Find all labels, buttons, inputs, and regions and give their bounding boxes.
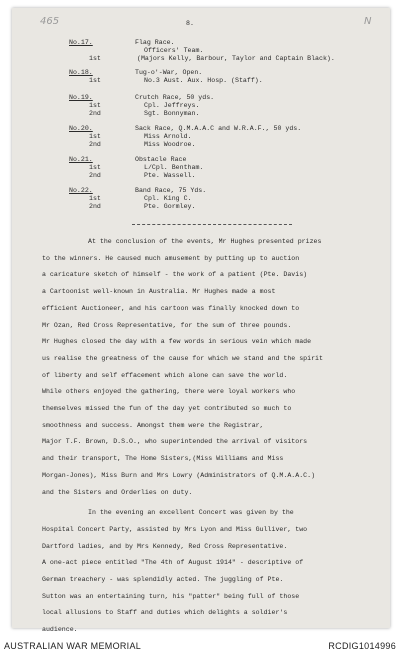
place-label: 1st [89, 164, 101, 171]
body-line: Morgan-Jones), Miss Burn and Mrs Lowry (Administrators of Q.M.A.A.C.) [42, 471, 316, 479]
body-line: In the evening an excellent Concert was given by the [88, 509, 294, 517]
body-line: Mr Hughes closed the day with a few words in serious vein which made [42, 338, 312, 346]
footer-source: AUSTRALIAN WAR MEMORIAL [4, 641, 142, 651]
place-label: 1st [89, 77, 101, 84]
separator-line [132, 224, 292, 225]
body-line: us realise the greatness of the cause for which we stand and the spirit [42, 354, 323, 362]
body-line: smoothness and success. Amongst them were the Registrar, [42, 421, 264, 429]
footer-reference-id: RCDIG1014996 [328, 641, 396, 651]
body-line: Dartford ladies, and by Mrs Kennedy, Red Cross Representative. [42, 542, 288, 550]
body-line: audience. [42, 626, 78, 634]
place-label: 1st [89, 55, 101, 62]
winner-name: Pte. Wassell. [144, 172, 196, 179]
body-line: Major T.F. Brown, D.S.O., who superintended the arrival of visitors [42, 438, 308, 446]
body-line: A one-act piece entitled "The 4th of August 1914" - descriptive of [42, 559, 304, 567]
pencil-mark: N [364, 16, 372, 27]
body-line: At the conclusion of the events, Mr Hughes presented prizes [88, 238, 322, 245]
body-line: Hospital Concert Party, assisted by Mrs Lyon and Miss Gulliver, two [42, 525, 308, 533]
event-number: No.21. [69, 156, 93, 163]
page-number: 8. [186, 20, 194, 27]
body-line: local allusions to Staff and duties which delights a soldier's [42, 609, 288, 617]
place-label: 2nd [89, 172, 101, 179]
body-line: and their transport, The Home Sisters,(Miss Williams and Miss [42, 455, 284, 463]
body-line: and the Sisters and Orderlies on duty. [42, 488, 193, 496]
event-number: No.17. [69, 39, 93, 46]
body-line: to the winners. He caused much amusement by putting up to auction [42, 254, 300, 262]
winner-name: Cpl. Jeffreys. [144, 102, 200, 109]
document-page [12, 8, 390, 634]
event-title: Band Race, 75 Yds. [135, 187, 207, 194]
event-number: No.22. [69, 187, 93, 194]
event-number: No.18. [69, 69, 93, 76]
winner-name: Cpl. King C. [144, 195, 192, 202]
place-label: 1st [89, 102, 101, 109]
event-title: Tug-o'-War, Open. [135, 69, 203, 76]
body-line: German treachery - was splendidly acted. The juggling of Pte. [42, 576, 284, 583]
winner-name: Sgt. Bonnyman. [144, 110, 200, 117]
body-line: a Cartoonist well-known in Australia. Mr Hughes made a most [42, 288, 276, 296]
winner-name: (Majors Kelly, Barbour, Taylor and Captain Black). [137, 55, 335, 62]
body-line: efficient Auctioneer, and his cartoon was finally knocked down to [42, 304, 300, 312]
place-label: 2nd [89, 110, 101, 117]
event-title: Sack Race, Q.M.A.A.C and W.R.A.F., 50 yds. [135, 125, 302, 132]
place-label: 2nd [89, 141, 101, 148]
body-line: Sutton was an entertaining turn, his "patter" being full of those [42, 592, 300, 600]
pencil-folio-number: 465 [40, 16, 60, 27]
event-title: Flag Race. [135, 39, 175, 46]
event-number: No.19. [69, 94, 93, 101]
winner-name: Officers' Team. [144, 47, 204, 54]
event-number: No.20. [69, 125, 93, 132]
place-label: 1st [89, 195, 101, 202]
winner-name: No.3 Aust. Aux. Hosp. (Staff). [144, 77, 263, 84]
body-line: a caricature sketch of himself - the work of a patient (Pte. Davis) [42, 271, 308, 279]
place-label: 2nd [89, 203, 101, 210]
winner-name: Pte. Gormley. [144, 203, 196, 210]
body-line: Mr Ozan, Red Cross Representative, for the sum of three pounds. [42, 321, 292, 329]
event-title: Crutch Race, 50 yds. [135, 94, 215, 101]
body-line: themselves missed the fun of the day yet contributed so much to [42, 405, 292, 412]
winner-name: L/Cpl. Bentham. [144, 164, 204, 171]
winner-name: Miss Woodroe. [144, 141, 196, 148]
event-title: Obstacle Race [135, 156, 187, 163]
winner-name: Miss Arnold. [144, 133, 192, 140]
body-line: While others enjoyed the gathering, there were loyal workers who [42, 388, 296, 396]
place-label: 1st [89, 133, 101, 140]
body-line: of liberty and self effacement which alone can save the world. [42, 371, 288, 379]
